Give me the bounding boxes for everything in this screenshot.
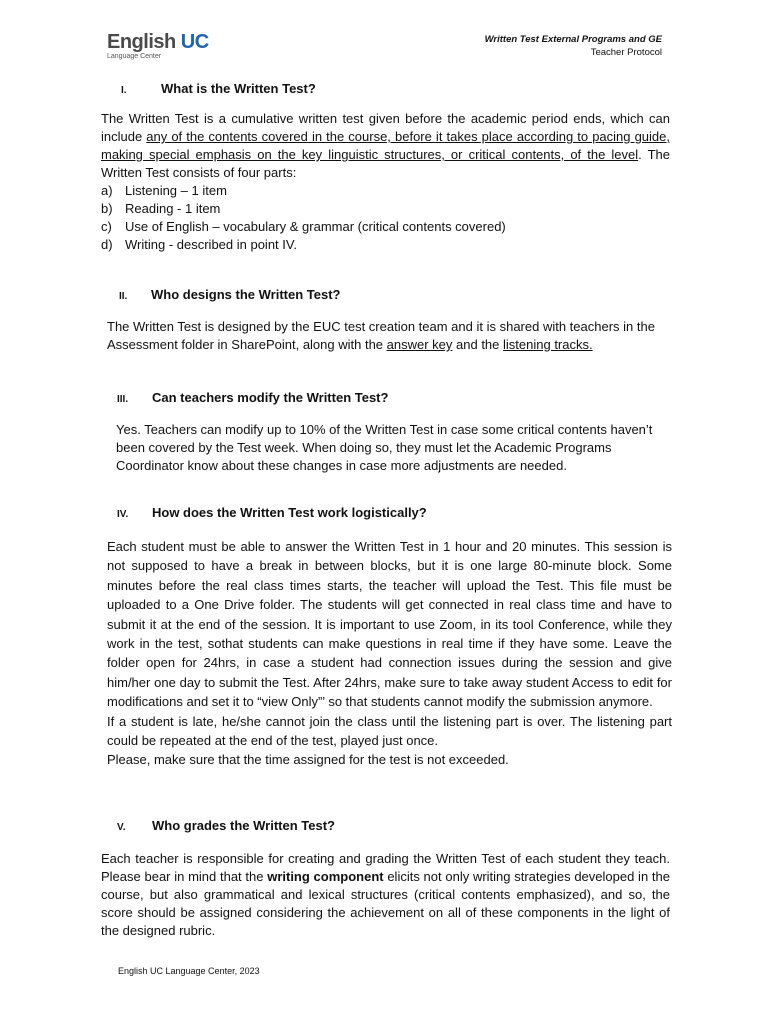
header-title: Written Test External Programs and GE — [484, 34, 662, 45]
section-heading-1 — [121, 81, 316, 96]
section-heading-4 — [117, 505, 427, 520]
paragraph: The Written Test is a cumulative written test given before the academic period ends, which can include any of the contents covered in the course, before it takes place according to pacing guide, making special emphasis on the key linguistic structures, or critical contents, of the level. The Written Test consists of four parts: — [101, 111, 670, 180]
section-body-2 — [107, 318, 667, 354]
section-number: V. — [117, 822, 126, 833]
paragraph: The Written Test is designed by the EUC test creation team and it is shared with teachers in the Assessment folder in SharePoint, along with the answer key and the listening tracks. — [107, 319, 655, 352]
paragraph: Please, make sure that the time assigned for the test is not exceeded. — [107, 752, 509, 768]
logo-word-uc: UC — [180, 31, 209, 53]
logo-subtitle: Language Center — [107, 53, 162, 60]
list-item: b) Reading - 1 item — [101, 201, 221, 216]
list-item: a) Listening – 1 item — [101, 183, 227, 198]
section-number: I. — [121, 85, 127, 96]
english-uc-logo — [107, 32, 209, 61]
paragraph: Yes. Teachers can modify up to 10% of the Written Test in case some critical contents haven’t been covered by the Test week. When doing so, they must let the Academic Programs Coordinator know about these changes in case more adjustments are needed. — [116, 422, 653, 473]
section-heading-2 — [119, 287, 340, 302]
section-number: III. — [117, 394, 129, 405]
page-footer: English UC Language Center, 2023 — [118, 966, 260, 976]
list-item: c) Use of English – vocabulary & grammar (critical contents covered) — [101, 219, 506, 234]
paragraph: If a student is late, he/she cannot join the class until the listening part is over. The listening part could be repeated at the end of the test, played just once. — [107, 713, 672, 749]
answer-key-link[interactable]: answer key — [386, 337, 453, 352]
section-body-5 — [101, 850, 670, 940]
listening-tracks-link[interactable]: listening tracks. — [503, 337, 593, 352]
paragraph: Each student must be able to answer the Written Test in 1 hour and 20 minutes. This session is not supposed to have a break in between blocks, but it is one large 80-minute block. Some minutes before the real class times starts, the teacher will upload the Test. This file must be uploaded to a One Drive folder. The students will get connected in real class time and have to submit it at the end of the session. It is important to use Zoom, in its tool Conference, while they work in the test, sothat students can make questions in real time if they have some. Leave the folder open for 24hrs, in case a student had connection issues during the session and give him/her one day to submit the Test. After 24hrs, make sure to take away student Access to edit for modifications and set it to “view Only”’ so that students cannot modify the submission anymore. — [107, 539, 672, 710]
page-header — [485, 33, 662, 59]
section-title: Who grades the Written Test? — [152, 818, 335, 833]
parts-list — [101, 182, 670, 254]
section-body-3 — [116, 421, 672, 475]
bold-emphasis: writing component — [267, 869, 384, 884]
section-body-4 — [107, 537, 672, 770]
paragraph: Each teacher is responsible for creating and grading the Written Test of each student they teach. Please bear in mind that the writing component elicits not only writing strategies developed in the course, but also grammatical and lexical structures (critical contents emphasized), and so, the score should be assigned considering the achievement on all of these components in the light of the designed rubric. — [101, 851, 670, 938]
logo-word-english: English — [107, 31, 176, 53]
section-title: Who designs the Written Test? — [151, 287, 341, 302]
list-item: d) Writing - described in point IV. — [101, 237, 297, 252]
section-heading-5 — [117, 818, 335, 833]
section-title: What is the Written Test? — [161, 81, 316, 96]
section-number: II. — [119, 291, 128, 302]
section-heading-3 — [117, 390, 388, 405]
section-title: How does the Written Test work logistically? — [152, 505, 427, 520]
header-subtitle: Teacher Protocol — [590, 47, 662, 58]
section-number: IV. — [117, 509, 129, 520]
section-title: Can teachers modify the Written Test? — [152, 390, 389, 405]
section-body-1 — [101, 110, 670, 254]
